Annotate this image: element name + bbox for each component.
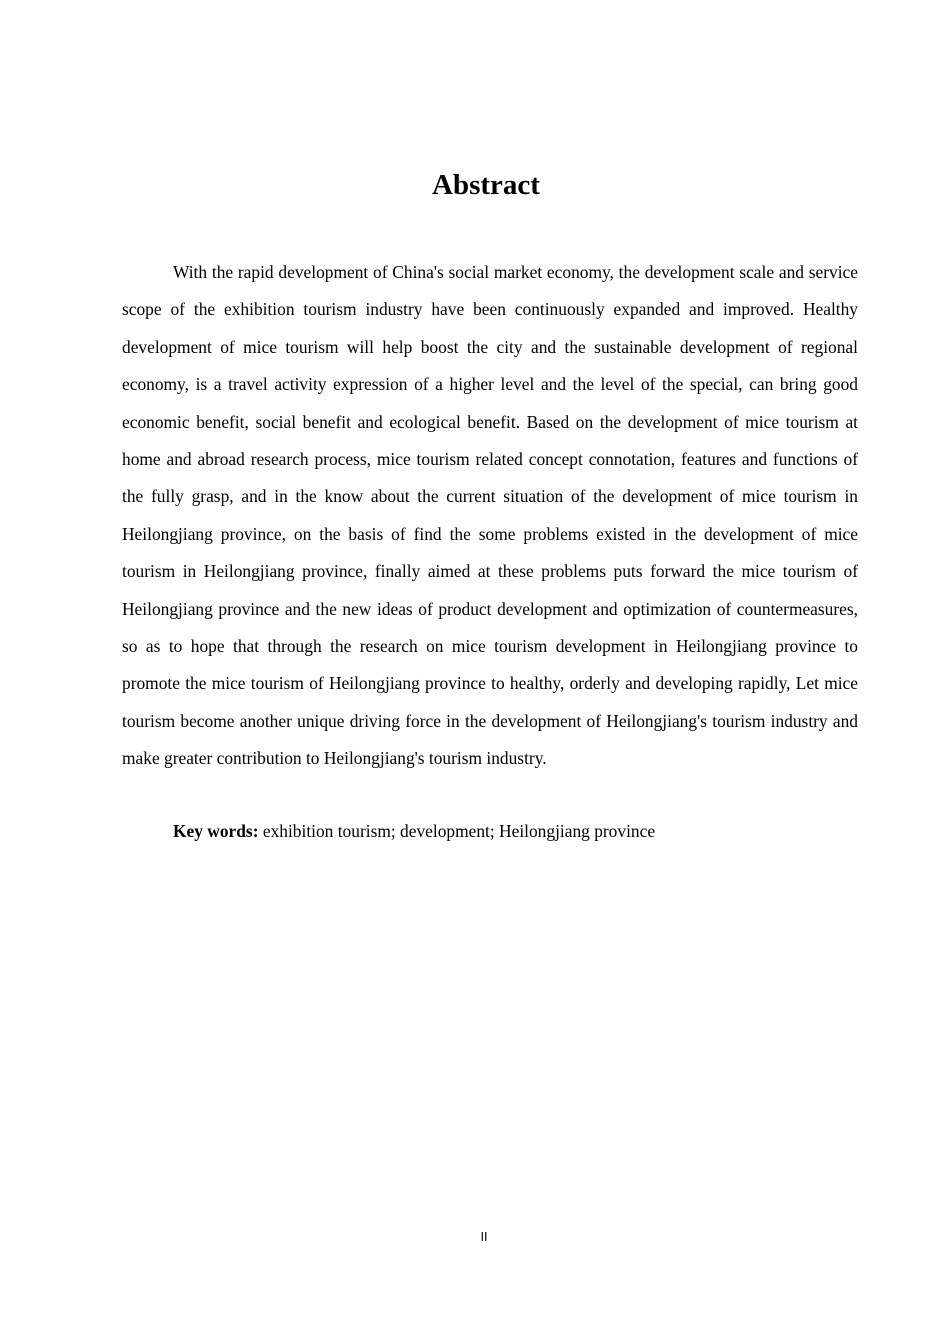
keywords-label: Key words: — [173, 821, 259, 841]
page-number: II — [480, 1230, 488, 1244]
keywords-line — [122, 817, 858, 845]
abstract-paragraph: With the rapid development of China's social market economy, the development scale and service scope of the exhibition tourism industry have been continuously expanded and improved. Healthy development of mice tourism will help boost the city and the sustainable development of regional economy, is a travel activity expression of a higher level and the level of the special, can bring good economic benefit, social benefit and ecological benefit. Based on the development of mice tourism at home and abroad research process, mice tourism related concept connotation, features and functions of the fully grasp, and in the know about the current situation of the development of mice tourism in Heilongjiang province, on the basis of find the some problems existed in the development of mice tourism in Heilongjiang province, finally aimed at these problems puts forward the mice tourism of Heilongjiang province and the new ideas of product development and optimization of countermeasures, so as to hope that through the research on mice tourism development in Heilongjiang province to promote the mice tourism of Heilongjiang province to healthy, orderly and developing rapidly, Let mice tourism become another unique driving force in the development of Heilongjiang's tourism industry and make greater contribution to Heilongjiang's tourism industry. — [122, 262, 858, 769]
keywords-text: exhibition tourism; development; Heilongjiang province — [262, 821, 656, 841]
page-title: Abstract — [432, 169, 540, 201]
